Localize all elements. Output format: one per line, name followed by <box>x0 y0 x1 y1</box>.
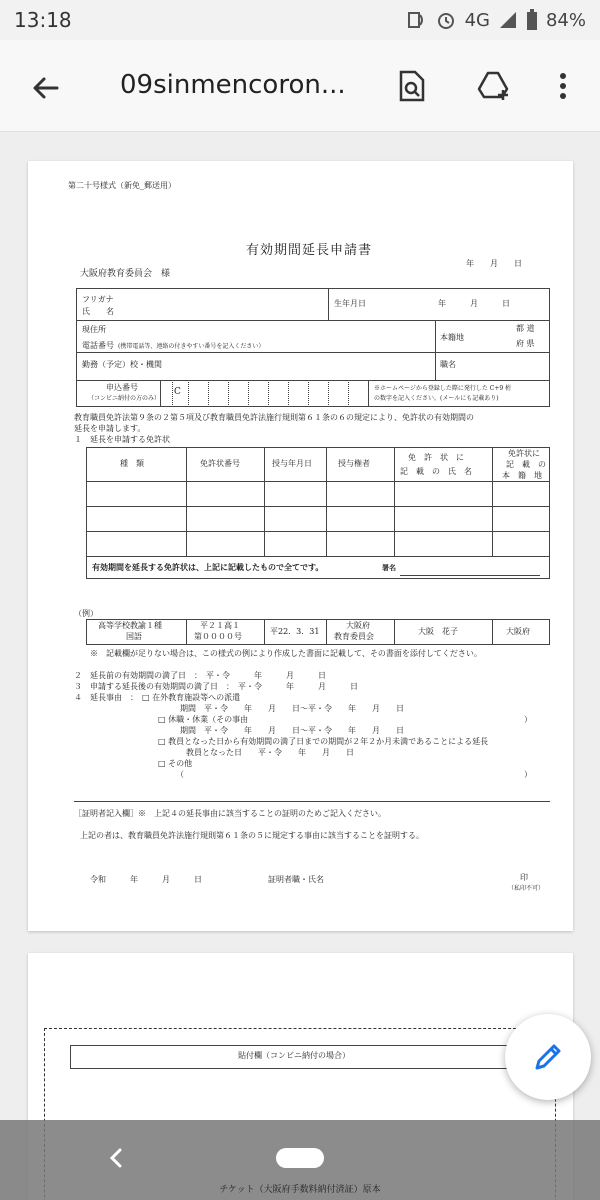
birthdate-label: 生年月日 <box>334 299 366 308</box>
reason-4-open: （ <box>176 770 184 779</box>
arrow-left-icon <box>31 73 61 103</box>
pencil-icon <box>531 1040 565 1074</box>
battery-level: 84% <box>545 9 586 31</box>
example-honseki: 大阪府 <box>506 627 530 636</box>
example-date: 平22．3．31 <box>270 627 320 636</box>
document-title: 09sinmencoron... <box>120 70 346 100</box>
phone-note: (携帯電話等、連絡の付きやすい番号を記入ください） <box>118 343 265 350</box>
section-3: ３ 申請する延長後の有効期間の満了日 ： 平・令 年 月 日 <box>74 682 358 691</box>
reason-3-date: 教員となった日 平・令 年 月 日 <box>186 748 354 757</box>
prefecture-top: 都 道 <box>516 324 535 333</box>
section-4: ４ 延長事由 ： □ 在外教育施設等への派遣 <box>74 693 241 702</box>
alarm-icon <box>435 9 457 31</box>
col-kind: 種 類 <box>120 459 144 468</box>
search-document-button[interactable] <box>392 66 432 106</box>
more-options-button[interactable] <box>548 66 578 106</box>
intro-text-1: 教育職員免許法第９条の２第５項及び教育職員免許法施行規則第６１条の６の規定により、免許状の有効期間の <box>74 413 474 422</box>
col-name-1: 免 許 状 に <box>408 453 464 462</box>
certifier-heading: ［証明者記入欄］※ 上記４の延長事由に該当することの証明のためご記入ください。 <box>74 809 386 818</box>
status-bar <box>0 0 600 40</box>
application-number-sub: （コンビニ納付の方のみ） <box>88 395 161 402</box>
license-table <box>86 447 550 579</box>
example-issuer-1: 大阪府 <box>346 621 370 630</box>
reason-4-close: ） <box>524 770 532 779</box>
space-note: ※ 記載欄が足りない場合は、この様式の例により作成した書面に記載して、その書面を添付してください。 <box>90 649 482 658</box>
app-bar <box>0 40 600 132</box>
confirmation-text: 有効期間を延長する免許状は、上記に記載したもので全てです。 <box>92 562 324 572</box>
name-label: 氏 名 <box>82 307 114 316</box>
application-prefix: C <box>174 387 181 397</box>
example-issuer-2: 教育委員会 <box>334 632 374 641</box>
reason-3: □ 教員となった日から有効期間の満了日までの期間が２年２か月未満であることによる延長 <box>158 737 489 746</box>
application-note-1: ※ホームページから登録した際に発行した C+9 桁 <box>374 385 512 392</box>
signature-label: 署名 <box>382 563 396 572</box>
col-honseki-3: 本 籍 地 <box>502 471 542 480</box>
chevron-left-icon <box>107 1147 125 1169</box>
col-name-2: 記 載 の 氏 名 <box>400 467 472 476</box>
col-issuer: 授与権者 <box>338 459 370 468</box>
birthdate-ymd: 年 月 日 <box>438 299 510 308</box>
network-type: 4G <box>464 9 490 31</box>
back-button[interactable] <box>24 66 68 110</box>
section-1-heading: １ 延長を申請する免許状 <box>74 435 170 444</box>
ticket-caption: チケット（大阪府手数料納付済証）原本 <box>219 1185 381 1195</box>
application-number-label: 申込番号 <box>106 383 138 392</box>
job-title-label: 職名 <box>440 360 456 369</box>
edit-button[interactable] <box>505 1014 591 1100</box>
more-vert-icon <box>559 72 567 100</box>
reason-4: □ その他 <box>158 759 193 768</box>
nav-back-button[interactable] <box>100 1142 132 1174</box>
signal-icon <box>498 10 518 30</box>
example-number-2: 第００００号 <box>194 632 242 641</box>
address-label: 現住所 <box>82 325 106 334</box>
seal-note: （私印不可） <box>508 885 545 892</box>
example-kind-2: 国語 <box>126 632 142 641</box>
col-issue-date: 授与年月日 <box>272 459 312 468</box>
reason-2-period: 期間 平・令 年 月 日〜平・令 年 月 日 <box>180 726 404 735</box>
add-to-drive-button[interactable] <box>474 66 514 106</box>
drive-add-icon <box>477 70 511 102</box>
col-honseki-2: 記 載 の <box>506 460 546 469</box>
status-icons <box>405 8 586 32</box>
reason-2-end: ） <box>524 715 532 724</box>
certifier-date: 令和 年 月 日 <box>90 875 202 884</box>
example-name: 大阪 花子 <box>418 627 458 636</box>
reason-1-period: 期間 平・令 年 月 日〜平・令 年 月 日 <box>180 704 404 713</box>
col-honseki-1: 免許状に <box>508 449 540 458</box>
status-time: 13:18 <box>14 8 72 32</box>
intro-text-2: 延長を申請します。 <box>74 424 146 433</box>
form-number: 第二十号様式（新免_郵送用） <box>68 181 176 190</box>
navigation-bar <box>0 1120 600 1200</box>
form-title: 有効期間延長申請書 <box>246 243 373 258</box>
example-number-1: 平２１高１ <box>200 621 240 630</box>
document-page-1 <box>28 161 573 931</box>
battery-icon <box>526 9 538 31</box>
nfc-icon <box>405 9 427 31</box>
furigana-label: フリガナ <box>82 295 114 304</box>
section-2: ２ 延長前の有効期間の満了日 ： 平・令 年 月 日 <box>74 671 326 680</box>
reason-2: □ 休職・休業（その事由 <box>158 715 249 724</box>
stamp-label: 貼付欄（コンビニ納付の場合） <box>238 1051 350 1060</box>
certifier-person: 証明者職・氏名 <box>268 875 324 884</box>
find-in-page-icon <box>397 69 427 103</box>
prefecture-bottom: 府 県 <box>516 339 535 348</box>
seal-label: 印 <box>520 873 528 882</box>
example-label: （例） <box>74 609 98 618</box>
honseki-label: 本籍地 <box>440 333 464 342</box>
certifier-body: 上記の者は、教育職員免許法施行規則第６１条の５に規定する事由に該当することを証明する。 <box>80 831 424 840</box>
date-line: 年 月 日 <box>466 259 522 268</box>
application-note-2: の数字を記入ください。(メールにも記載あり) <box>374 395 499 402</box>
col-license-number: 免許状番号 <box>200 459 240 468</box>
phone-label: 電話番号 <box>82 341 114 350</box>
nav-home-pill[interactable] <box>276 1148 324 1168</box>
example-kind-1: 高等学校教諭１種 <box>98 621 162 630</box>
addressee: 大阪府教育委員会 様 <box>80 269 171 279</box>
workplace-label: 勤務（予定）校・機関 <box>82 360 162 369</box>
